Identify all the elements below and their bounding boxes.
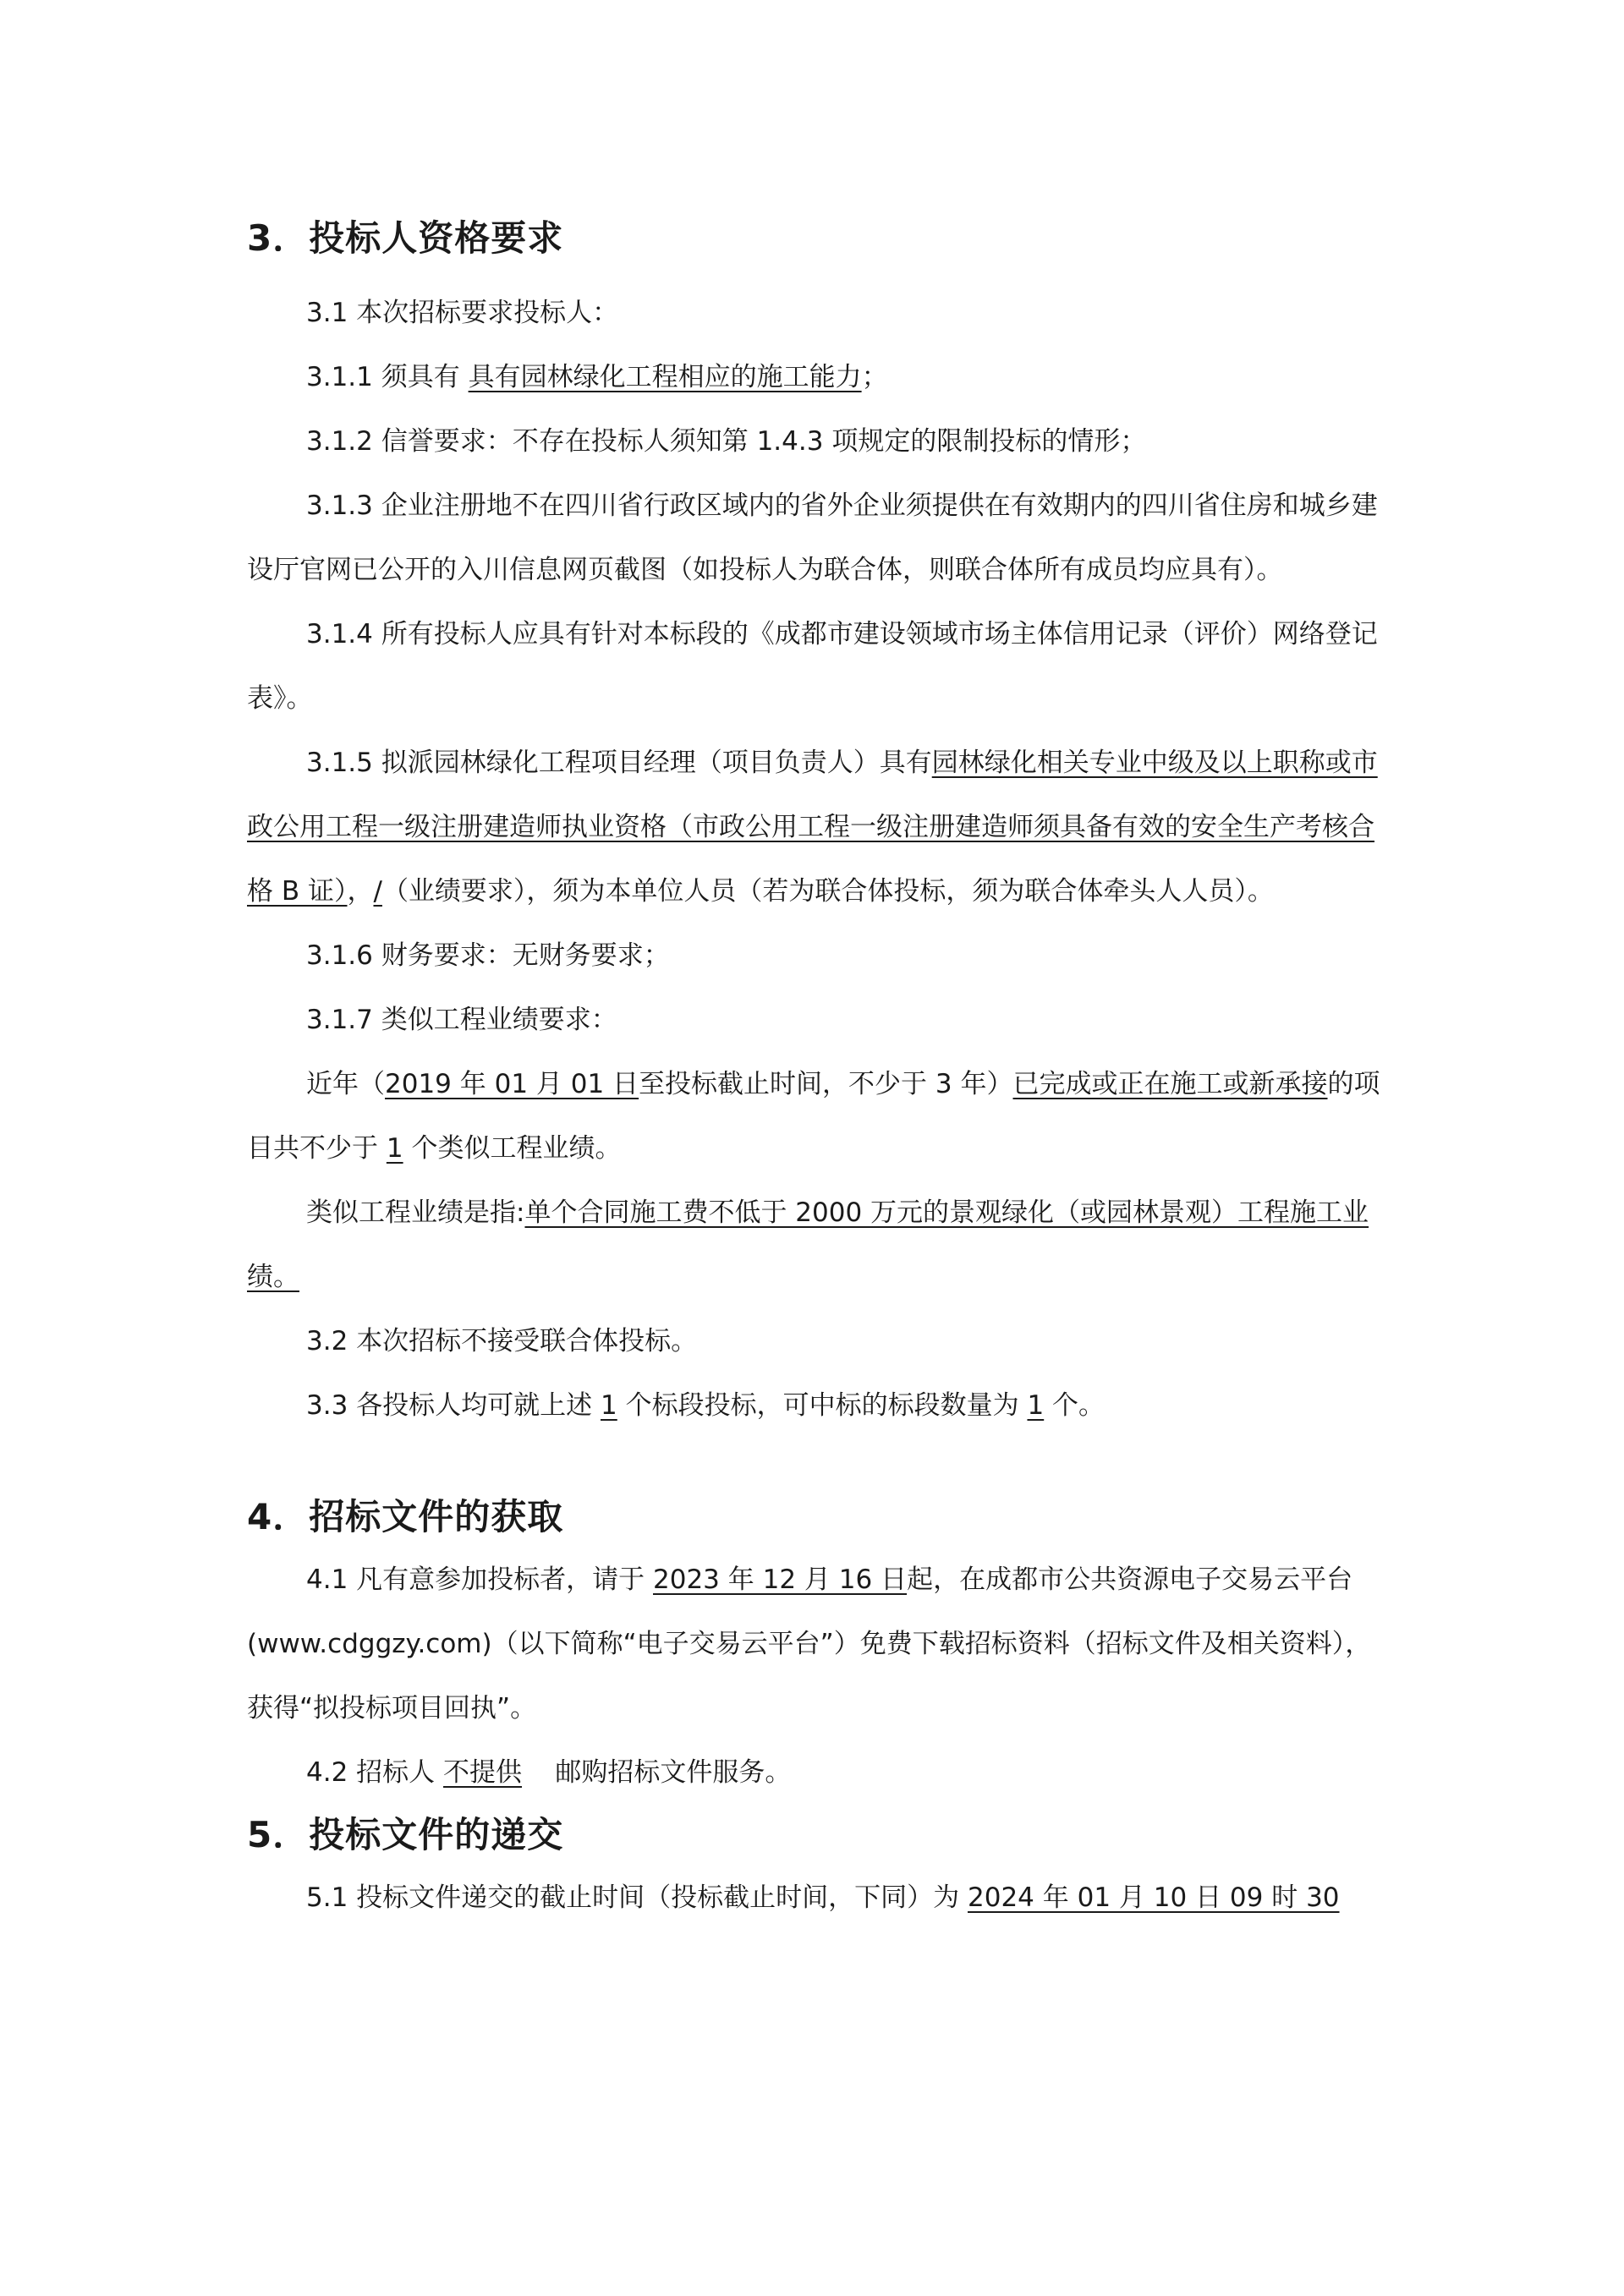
- para-3-1-2: 3.1.2 信誉要求：不存在投标人须知第 1.4.3 项规定的限制投标的情形；: [306, 426, 1147, 457]
- para-3-1: 3.1 本次招标要求投标人：: [306, 298, 619, 328]
- section-3-title: 3．投标人资格要求: [247, 217, 564, 259]
- document-content: [247, 211, 1391, 1930]
- para-3-1-3: 3.1.3 企业注册地不在四川省行政区域内的省外企业须提供在有效期内的四川省住房和城乡建设厅官网已公开的入川信息网页截图（如投标人为联合体，则联合体所有成员均应具有）。: [247, 490, 1378, 585]
- para-3-3: 3.3 各投标人均可就上述 1 个标段投标，可中标的标段数量为 1 个。: [306, 1390, 1106, 1421]
- para-5-1: 5.1 投标文件递交的截止时间（投标截止时间，下同）为 2024 年 01 月 10 日 09 时 30: [306, 1882, 1340, 1913]
- para-3-1-4: 3.1.4 所有投标人应具有针对本标段的《成都市建设领域市场主体信用记录（评价）网络登记表》。: [247, 619, 1378, 714]
- section-4-title: 4．招标文件的获取: [247, 1496, 564, 1537]
- para-3-1-5: 3.1.5 拟派园林绿化工程项目经理（项目负责人）具有园林绿化相关专业中级及以上职称或市政公用工程一级注册建造师执业资格（市政公用工程一级注册建造师须具备有效的安全生产考核合格 B 证），/（业绩要求），须为本单位人员（若为联合体投标，须为联合体牵头人人员）。: [247, 748, 1378, 907]
- para-4-2: 4.2 招标人 不提供 邮购招标文件服务。: [306, 1757, 792, 1788]
- para-3-1-6: 3.1.6 财务要求：无财务要求；: [306, 940, 670, 971]
- para-3-2: 3.2 本次招标不接受联合体投标。: [306, 1326, 698, 1356]
- section-5-title: 5．投标文件的递交: [247, 1814, 564, 1855]
- para-3-1-1: 3.1.1 须具有 具有园林绿化工程相应的施工能力；: [306, 362, 888, 392]
- para-3-1-7: 3.1.7 类似工程业绩要求：: [306, 1005, 617, 1035]
- para-recent-years: 近年（2019 年 01 月 01 日至投标截止时间，不少于 3 年）已完成或正在施工或新承接的项目共不少于 1 个类似工程业绩。: [247, 1069, 1380, 1164]
- para-similar-projects: 类似工程业绩是指:单个合同施工费不低于 2000 万元的景观绿化（或园林景观）工程施工业绩。: [247, 1197, 1369, 1292]
- para-4-1: 4.1 凡有意参加投标者，请于 2023 年 12 月 16 日起，在成都市公共资源电子交易云平台(www.cdggzy.com)（以下简称“电子交易云平台”）免费下载招标资料（招标文件及相关资料），获得“拟投标项目回执”。: [247, 1564, 1372, 1723]
